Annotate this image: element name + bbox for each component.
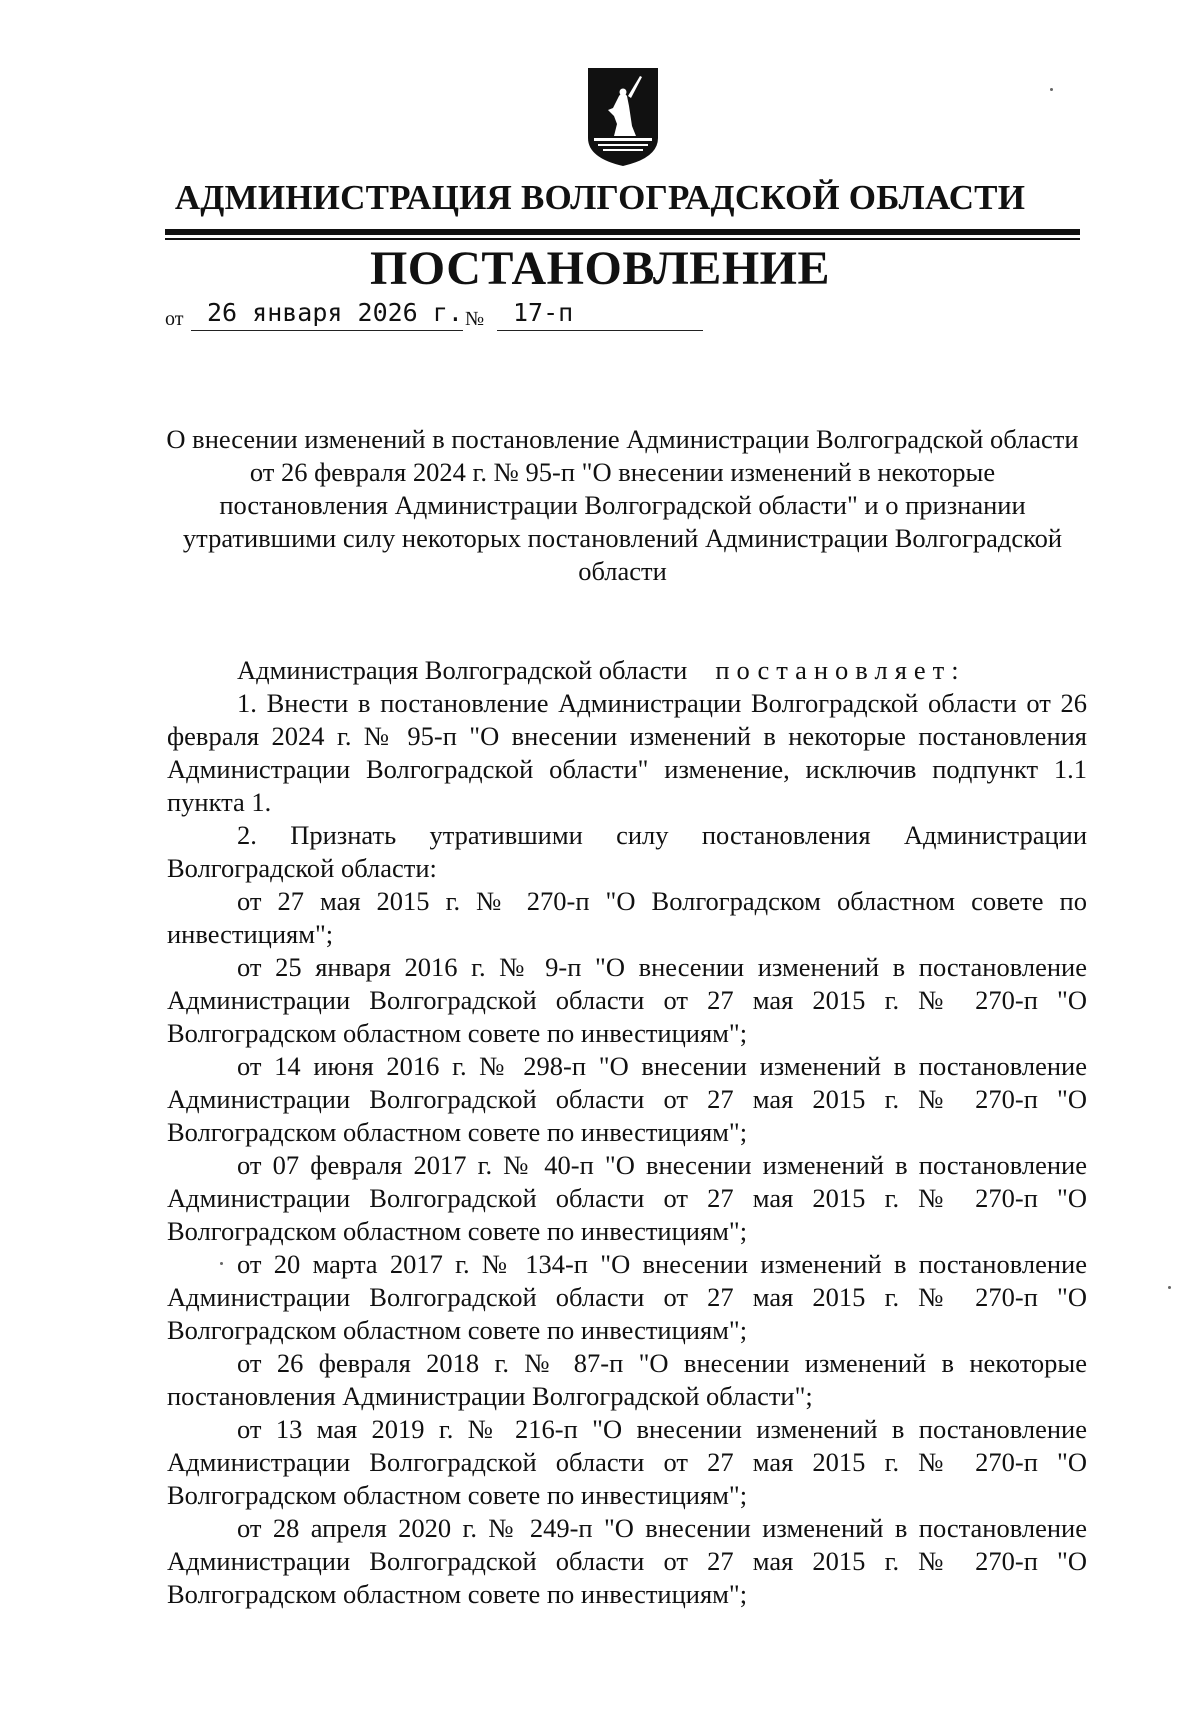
header-rule-thick (165, 229, 1080, 235)
scan-speck (1168, 1286, 1171, 1289)
preamble-line (167, 654, 1087, 687)
paragraph: 1. Внести в постановление Администрации Волгоградской области от 26 февраля 2024 г. № 95-п "О внесении изменений в некоторые постановления Администрации Волгоградской области" изменение, исключив подпункт 1.1 пункта 1. (167, 688, 1087, 817)
paragraph: от 28 апреля 2020 г. № 249-п "О внесении изменений в постановление Администрации Волгоградской области от 27 мая 2015 г. № 270-п "О Волгоградском областном совете по инвестициям"; (167, 1513, 1087, 1609)
document-type: ПОСТАНОВЛЕНИЕ (369, 242, 831, 295)
document-body (167, 654, 1087, 1611)
date-underline (191, 330, 463, 331)
decree-word: постановляет: (715, 655, 966, 685)
paragraph: от 07 февраля 2017 г. № 40-п "О внесении изменений в постановление Администрации Волгоградской области от 27 мая 2015 г. № 270-п "О Волгоградском областном совете по инвестициям"; (167, 1150, 1087, 1246)
scan-speck (220, 1262, 223, 1265)
scan-speck (1050, 88, 1053, 91)
paragraph: от 14 июня 2016 г. № 298-п "О внесении изменений в постановление Администрации Волгоградской области от 27 мая 2015 г. № 270-п "О Волгоградском областном совете по инвестициям"; (167, 1051, 1087, 1147)
number-label: № (465, 308, 485, 330)
number-underline (497, 330, 703, 331)
paragraph: от 27 мая 2015 г. № 270-п "О Волгоградском областном совете по инвестициям"; (167, 886, 1087, 949)
document-number: 17-п (513, 298, 574, 327)
header-rule-thin (165, 238, 1080, 240)
document-subject: О внесении изменений в постановление Администрации Волгоградской области от 26 февраля 2024 г. № 95-п "О внесении изменений в некоторые постановления Администрации Волгоградской области" и о признании утратившими силу некоторых постановлений Администрации Волгоградской области (166, 424, 1079, 586)
date-label: от (165, 308, 184, 330)
preamble: Администрация Волгоградской области (237, 655, 688, 685)
volgograd-emblem-icon (586, 66, 660, 168)
paragraph: 2. Признать утратившими силу постановления Администрации Волгоградской области: (167, 820, 1087, 883)
registration-line (165, 298, 765, 334)
organization-name: АДМИНИСТРАЦИЯ ВОЛГОГРАДСКОЙ ОБЛАСТИ (174, 178, 1026, 217)
paragraph: от 13 мая 2019 г. № 216-п "О внесении изменений в постановление Администрации Волгоградской области от 27 мая 2015 г. № 270-п "О Волгоградском областном совете по инвестициям"; (167, 1414, 1087, 1510)
paragraph: от 25 января 2016 г. № 9-п "О внесении изменений в постановление Администрации Волгоградской области от 27 мая 2015 г. № 270-п "О Волгоградском областном совете по инвестициям"; (167, 952, 1087, 1048)
document-date: 26 января 2026 г. (207, 298, 463, 327)
paragraph: от 20 марта 2017 г. № 134-п "О внесении изменений в постановление Администрации Волгоградской области от 27 мая 2015 г. № 270-п "О Волгоградском областном совете по инвестициям"; (167, 1249, 1087, 1345)
paragraph: от 26 февраля 2018 г. № 87-п "О внесении изменений в некоторые постановления Администрации Волгоградской области"; (167, 1348, 1087, 1411)
